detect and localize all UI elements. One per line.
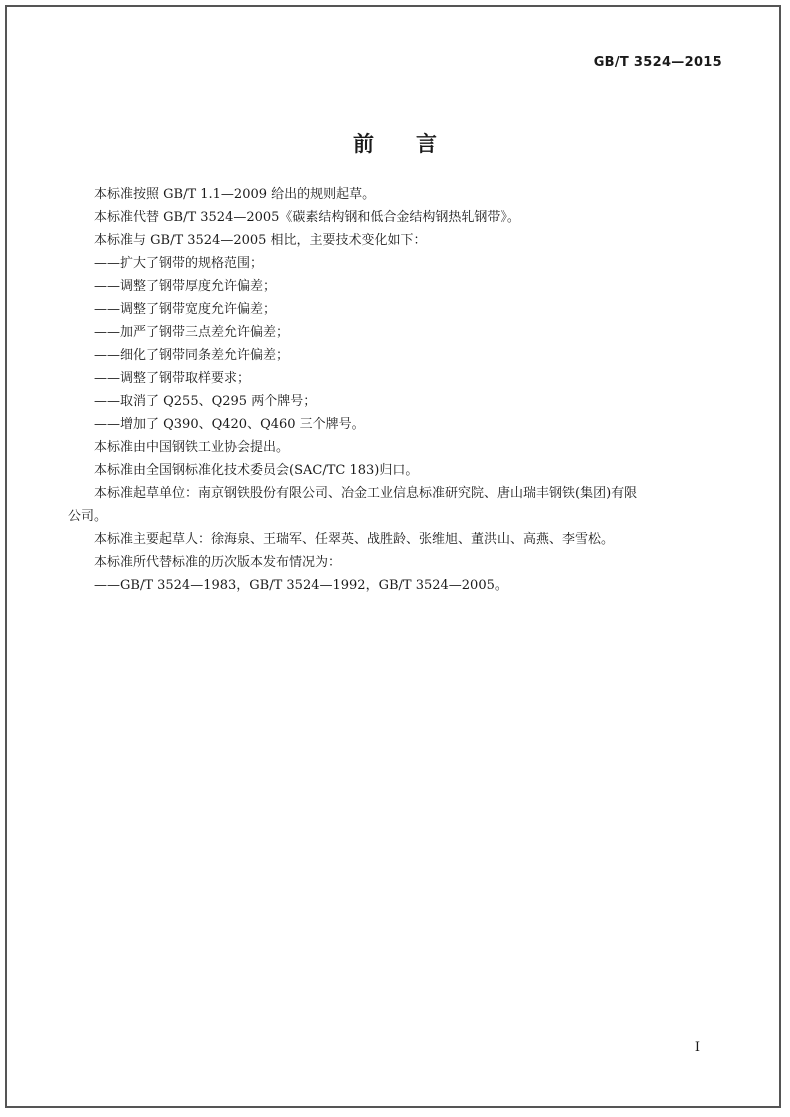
paragraph: 本标准所代替标准的历次版本发布情况为： xyxy=(94,555,342,570)
title-char-2: 言 xyxy=(416,132,437,156)
paragraph: 本标准代替 GB/T 3524—2005《碳素结构钢和低合金结构钢热轧钢带》。 xyxy=(94,210,520,225)
list-item: ——细化了钢带同条差允许偏差； xyxy=(94,348,290,363)
paragraph: 本标准与 GB/T 3524—2005 相比，主要技术变化如下： xyxy=(94,233,427,248)
list-item: ——增加了 Q390、Q420、Q460 三个牌号。 xyxy=(94,417,365,432)
list-item: ——调整了钢带厚度允许偏差； xyxy=(94,279,277,294)
list-item: ——调整了钢带宽度允许偏差； xyxy=(94,302,277,317)
standard-code: GB/T 3524—2015 xyxy=(593,55,722,70)
paragraph: 本标准按照 GB/T 1.1—2009 给出的规则起草。 xyxy=(94,187,376,202)
paragraph: 本标准由全国钢标准化技术委员会(SAC/TC 183)归口。 xyxy=(94,463,419,478)
list-item: ——加严了钢带三点差允许偏差； xyxy=(94,325,290,340)
paragraph: 本标准起草单位：南京钢铁股份有限公司、冶金工业信息标准研究院、唐山瑞丰钢铁(集团)有限 xyxy=(94,486,638,501)
page-title xyxy=(0,128,790,158)
title-char-1: 前 xyxy=(353,132,374,156)
page-number: I xyxy=(694,1040,700,1055)
foreword-body xyxy=(68,183,714,597)
list-item: ——调整了钢带取样要求； xyxy=(94,371,251,386)
list-item: ——GB/T 3524—1983，GB/T 3524—1992，GB/T 3524—2005。 xyxy=(94,578,508,593)
paragraph: 本标准由中国钢铁工业协会提出。 xyxy=(94,440,290,455)
paragraph-continuation: 公司。 xyxy=(68,509,108,524)
list-item: ——扩大了钢带的规格范围； xyxy=(94,256,264,271)
paragraph: 本标准主要起草人：徐海泉、王瑞军、任翠英、战胜龄、张维旭、董洪山、高燕、李雪松。 xyxy=(94,532,615,547)
list-item: ——取消了 Q255、Q295 两个牌号； xyxy=(94,394,317,409)
